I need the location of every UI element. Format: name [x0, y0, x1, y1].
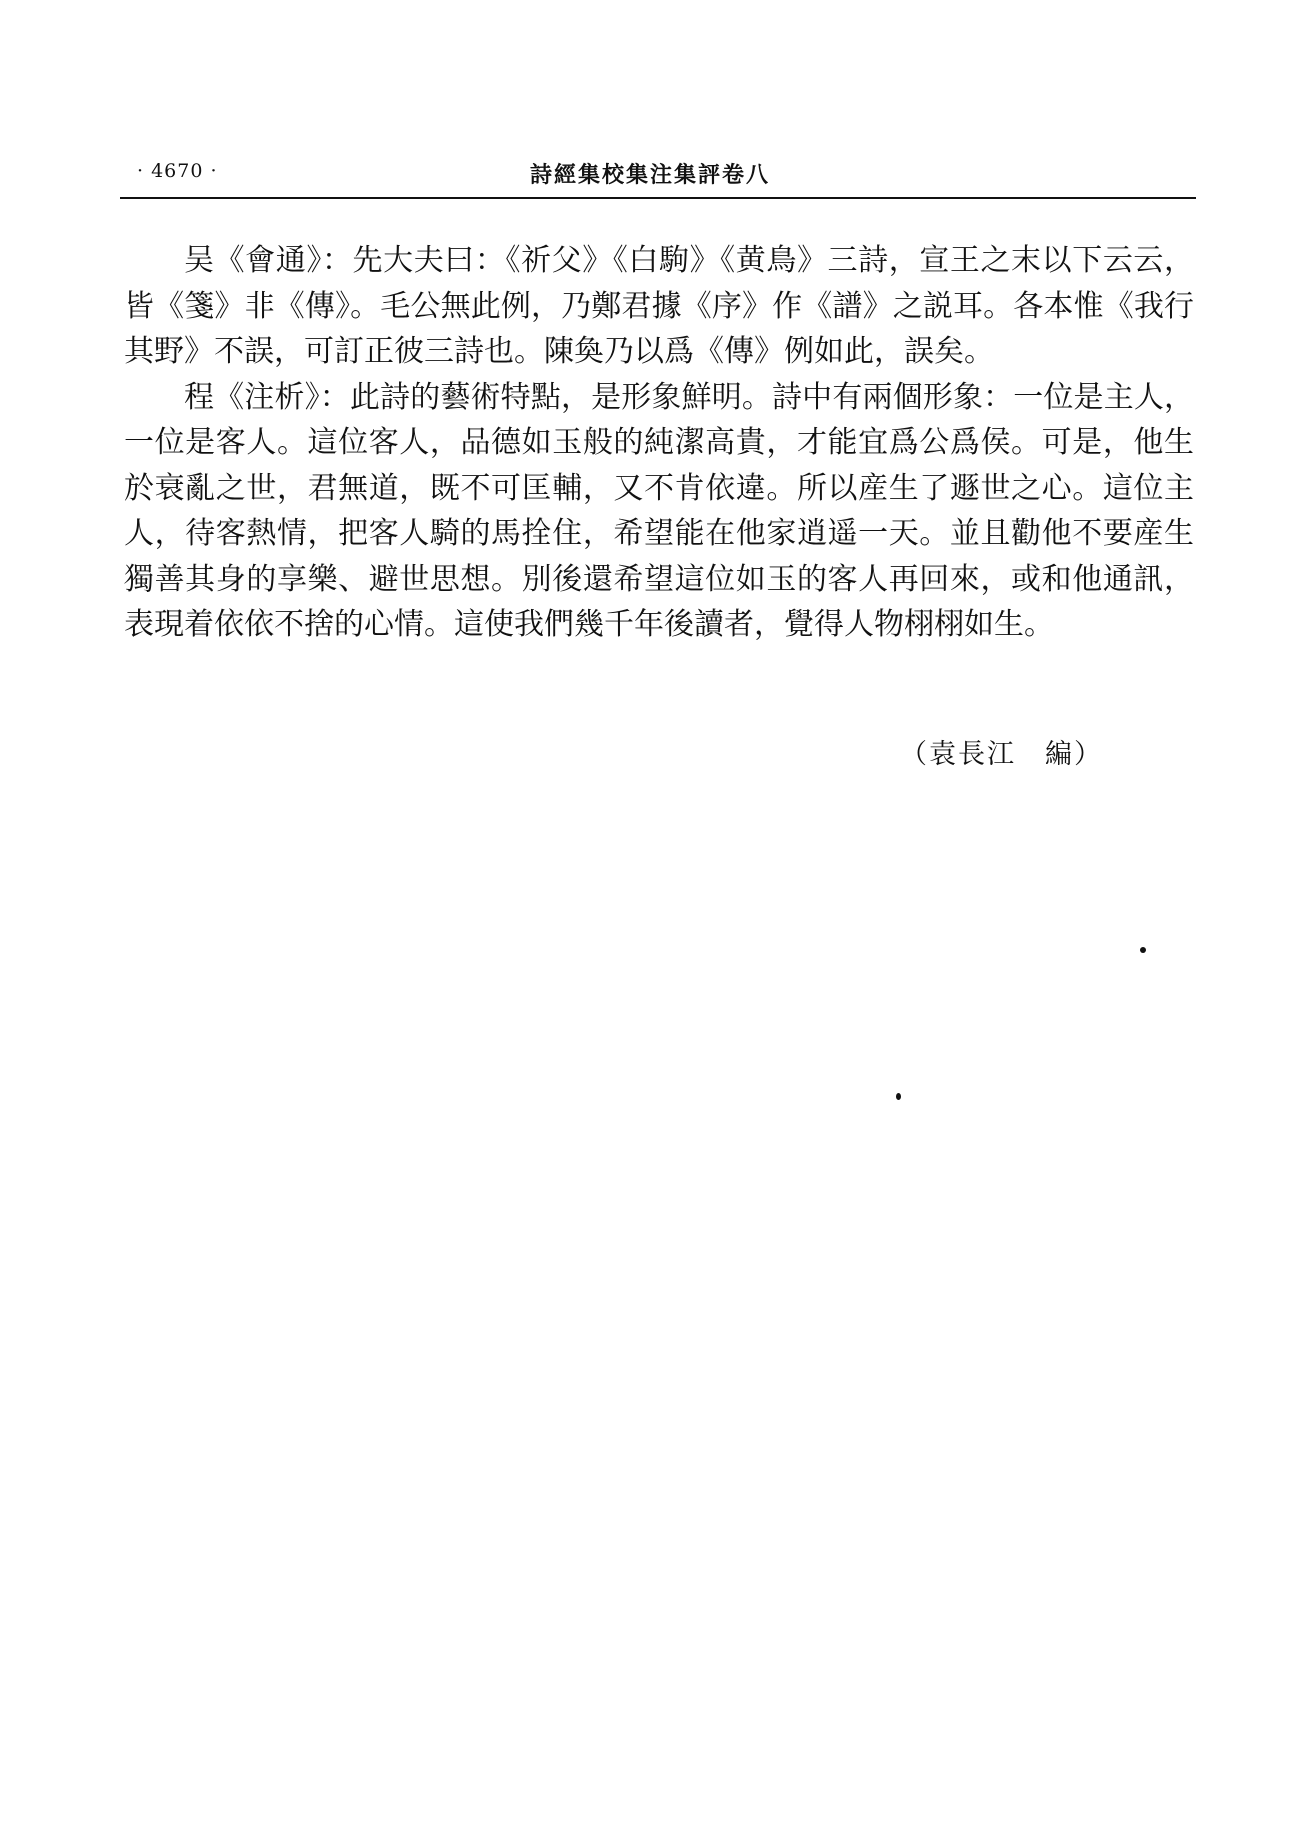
- body-text: [124, 238, 1194, 648]
- page-number: · 4670 ·: [137, 160, 218, 182]
- header-rule: [120, 197, 1196, 199]
- running-title: 詩經集校集注集評卷八: [529, 162, 770, 188]
- editor-attribution: （袁長江 編）: [900, 739, 1103, 770]
- paragraph-wu-huitong: 吴《會通》：先大夫曰：《祈父》《白駒》《黄鳥》三詩，宣王之末以下云云，皆《箋》非《傳》。毛公無此例，乃鄭君據《序》作《譜》之説耳。各本惟《我行其野》不誤，可訂正彼三詩也。陳奐乃以爲《傳》例如此，誤矣。: [124, 243, 1194, 369]
- paragraph-cheng-zhuxi: 程《注析》：此詩的藝術特點，是形象鮮明。詩中有兩個形象：一位是主人，一位是客人。這位客人，品德如玉般的純潔高貴，才能宜爲公爲侯。可是，他生於衰亂之世，君無道，既不可匡輔，又不肯依違。所以産生了遯世之心。這位主人，待客熱情，把客人騎的馬拴住，希望能在他家逍遥一天。並且勸他不要産生獨善其身的享樂、避世思想。別後還希望這位如玉的客人再回來，或和他通訊，表現着依依不捨的心情。這使我們幾千年後讀者，覺得人物栩栩如生。: [124, 379, 1194, 642]
- print-speck: [896, 1093, 901, 1100]
- print-speck: [1140, 947, 1146, 953]
